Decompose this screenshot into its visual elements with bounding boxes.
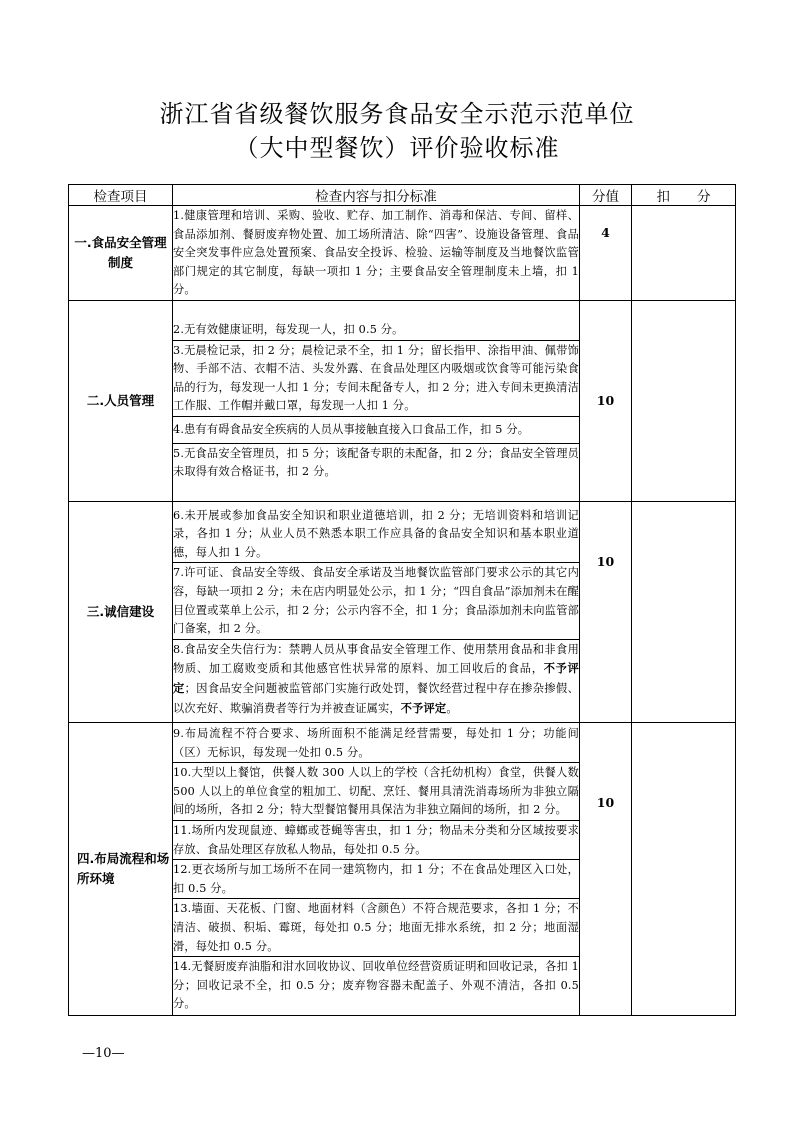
category-cell: 三.诚信建设 [69, 501, 173, 722]
criterion-item: 5.无食品安全管理员，扣 5 分；该配备专职的未配备，扣 2 分；食品安全管理员未取得有效合格证书，扣 2 分。 [173, 443, 579, 482]
criterion-item: 7.许可证、食品安全等级、食品安全承诺及当地餐饮监管部门要求公示的其它内容，每缺一项扣 2 分；未在店内明显处公示，扣 1 分；“四自食品”添加剂未在醒目位置或菜单上公示，扣 2 分；公示内容不全，扣 1 分；食品添加剂未向监管部门备案，扣 2 分。 [173, 562, 579, 638]
header-content: 检查内容与扣分标准 [173, 185, 580, 206]
deduction-cell[interactable] [632, 501, 736, 722]
header-item: 检查项目 [69, 185, 173, 206]
deduction-cell[interactable] [632, 300, 736, 501]
criterion-text: 。 [446, 701, 458, 715]
table-row [69, 722, 736, 1015]
deduction-cell[interactable] [632, 722, 736, 1015]
criterion-item: 14.无餐厨废弃油脂和泔水回收协议、回收单位经营资质证明和回收记录，各扣 1 分；回收记录不全，扣 0.5 分；废弃物容器未配盖子、外观不清洁，各扣 0.5 分。 [173, 956, 579, 1014]
criterion-item: 6.未开展或参加食品安全知识和职业道德培训，扣 2 分；无培训资料和培训记录，各扣 1 分；从业人员不熟悉本职工作应具备的食品安全知识和基本职业道德，每人扣 1 分。 [173, 508, 579, 559]
page-number: —10— [82, 1046, 125, 1061]
criterion-item: 11.场所内发现鼠迹、蟑螂或苍蝇等害虫，扣 1 分；物品未分类和分区域按要求存放、食品处理区存放私人物品，每处扣 0.5 分。 [173, 820, 579, 859]
content-cell [173, 501, 580, 722]
criterion-item [173, 639, 579, 718]
score-cell: 10 [580, 300, 632, 501]
deduction-cell[interactable] [632, 206, 736, 301]
criterion-item: 2.无有效健康证明，每发现一人，扣 0.5 分。 [173, 323, 404, 337]
content-cell [173, 206, 580, 301]
header-score: 分值 [580, 185, 632, 206]
category-cell: 一.食品安全管理制度 [69, 206, 173, 301]
criterion-item: 1.健康管理和培训、采购、验收、贮存、加工制作、消毒和保洁、专间、留样、食品添加剂、餐厨废弃物处置、加工场所清洁、除“四害”、设施设备管理、食品安全突发事件应急处置预案、食品安全投诉、检验、运输等制度及当地餐饮监管部门规定的其它制度，每缺一项扣 1 分；主要食品安全管理制度未上墙，扣 1 分。 [173, 209, 579, 297]
content-cell [173, 300, 580, 501]
criterion-text: 8.食品安全失信行为：禁聘人员从事食品安全管理工作、使用禁用食品和非食用物质、加工腐败变质和其他感官性状异常的原料、加工回收后的食品， [173, 642, 579, 676]
score-cell: 10 [580, 501, 632, 722]
criterion-text: ；因食品安全问题被监管部门实施行政处罚，餐饮经营过程中存在掺杂掺假、以次充好、欺骗消费者等行为并被查证属实， [173, 682, 579, 715]
criterion-item: 10.大型以上餐馆，供餐人数 300 人以上的学校（含托幼机构）食堂，供餐人数 500 人以上的单位食堂的粗加工、切配、烹饪、餐用具清洗消毒场所为非独立隔间的场所，各扣 2 分；特大型餐馆餐用具保洁为非独立隔间的场所，扣 2 分。 [173, 762, 579, 820]
table-row [69, 206, 736, 301]
table-row [69, 501, 736, 722]
table-row [69, 300, 736, 501]
category-cell: 四.布局流程和场所环境 [69, 722, 173, 1015]
criterion-item: 13.墙面、天花板、门窗、地面材料（含颜色）不符合规范要求，各扣 1 分；不清洁、破损、积垢、霉斑，每处扣 0.5 分；地面无排水系统，扣 2 分；地面湿滑，每处扣 0.5 分。 [173, 898, 579, 956]
criterion-item: 3.无晨检记录，扣 2 分；晨检记录不全，扣 1 分；留长指甲、涂指甲油、佩带饰物、手部不洁、衣帽不洁、头发外露、在食品处理区内吸烟或饮食等可能污染食品的行为，每发现一人扣 1 分；专间未配备专人，扣 2 分；进入专间未更换清洁工作服、工作帽并戴口罩，每发现一人扣 1 分。 [173, 340, 579, 416]
document-title-line-1: 浙江省省级餐饮服务食品安全示范示范单位 [159, 100, 635, 128]
evaluation-standard-table [68, 184, 736, 1016]
not-rated-emphasis: 不予评定 [173, 661, 579, 696]
header-deduction: 扣 分 [632, 185, 736, 206]
category-cell: 二.人员管理 [69, 300, 173, 501]
score-cell: 10 [580, 722, 632, 1015]
criterion-item: 12.更衣场所与加工场所不在同一建筑物内，扣 1 分；不在食品处理区入口处，扣 0.5 分。 [173, 859, 579, 898]
table-header-row [69, 185, 736, 206]
content-cell [173, 722, 580, 1015]
criterion-item: 4.患有有碍食品安全疾病的人员从事接触直接入口食品工作，扣 5 分。 [173, 416, 579, 443]
not-rated-emphasis: 不予评定 [400, 700, 447, 715]
criterion-item: 9.布局流程不符合要求、场所面积不能满足经营需要，每处扣 1 分；功能间（区）无标识，每发现一处扣 0.5 分。 [173, 727, 579, 759]
document-title-line-2: （大中型餐饮）评价验收标准 [234, 134, 560, 162]
score-cell: 4 [580, 206, 632, 301]
